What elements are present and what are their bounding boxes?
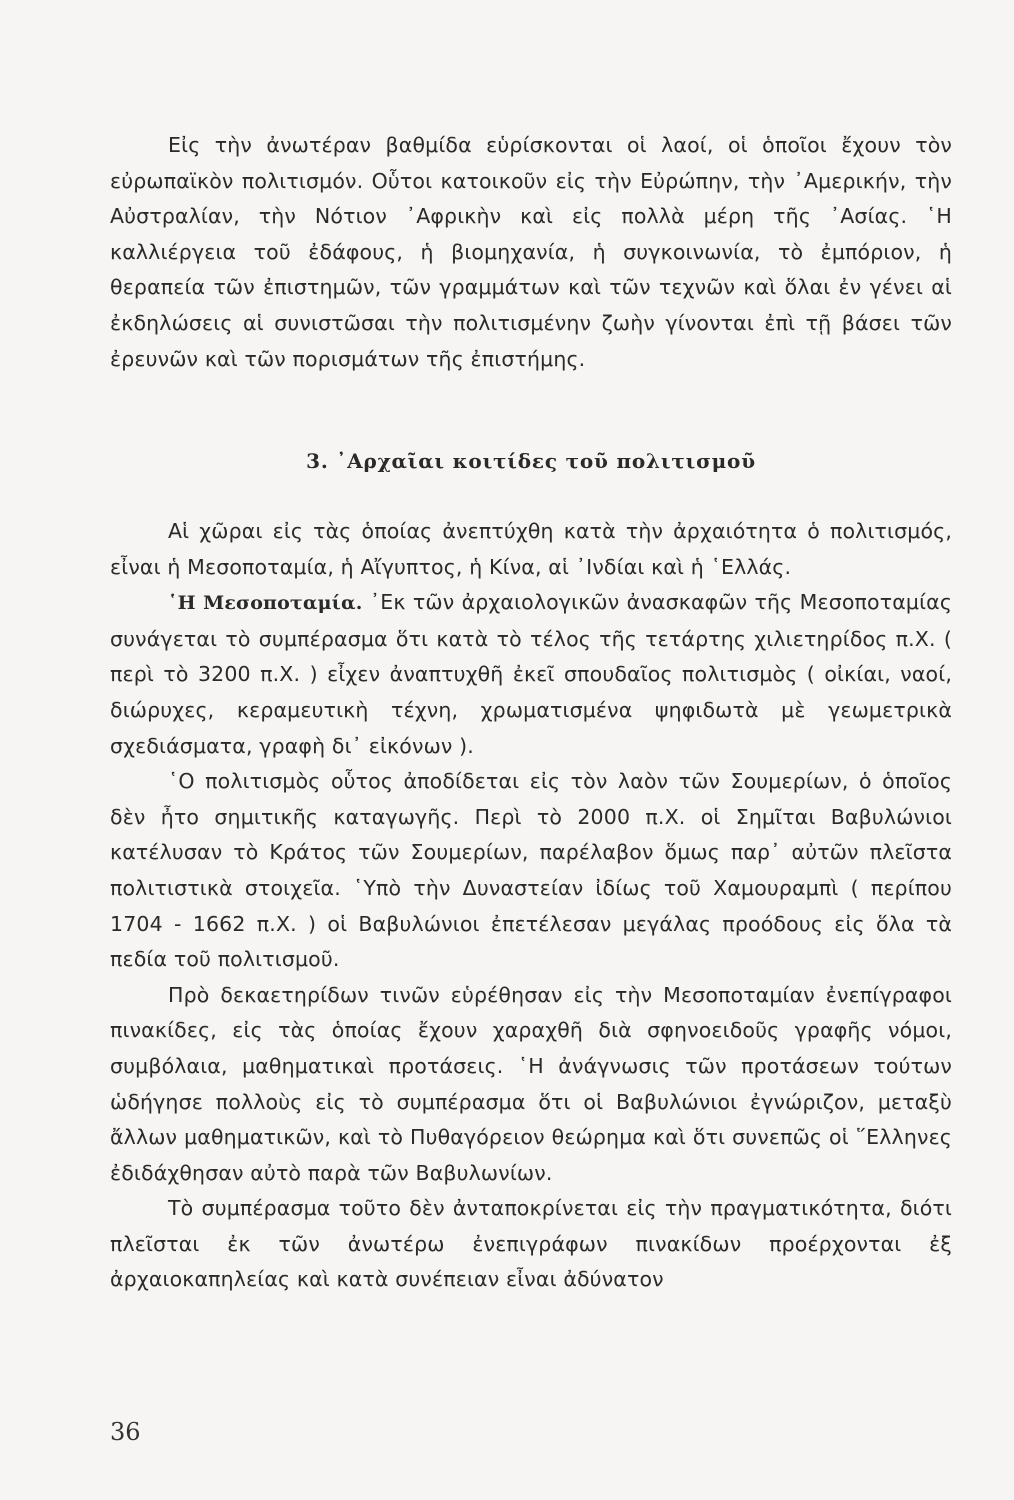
section-3-heading: 3. ᾿Αρχαῖαι κοιτίδες τοῦ πολιτισμοῦ: [306, 449, 756, 473]
paragraph-sumerians: ῾Ο πολιτισμὸς οὗτος ἀποδίδεται εἰς τὸν λαὸν τῶν Σουμερίων, ὁ ὁποῖος δὲν ἦτο σημιτικῆς καταγωγῆς. Περὶ τὸ 2000 π.Χ. οἱ Σημῖται Βαβυλώνιοι κατέλυσαν τὸ Κράτος τῶν Σουμερίων, παρέλαβον ὅμως παρ᾿ αὐτῶν πλεῖστα πολιτιστικὰ στοιχεῖα. ῾Υπὸ τὴν Δυναστείαν ἰδίως τοῦ Χαμουραμπὶ ( περίπου 1704 - 1662 π.Χ. ) οἱ Βαβυλώνιοι ἐπετέλεσαν μεγάλας προόδους εἰς ὅλα τὰ πεδία τοῦ πολιτισμοῦ.: [110, 769, 952, 972]
paragraph-ancient-cradles: Αἱ χῶραι εἰς τὰς ὁποίας ἀνεπτύχθη κατὰ τὴν ἀρχαιότητα ὁ πολιτισμός, εἶναι ἡ Μεσοποταμία, ἡ Αἴγυπτος, ἡ Κίνα, αἱ ᾿Ινδίαι καὶ ἡ ῾Ελλάς.: [110, 519, 952, 579]
paragraph-european-civilization: Εἰς τὴν ἀνωτέραν βαθμίδα εὑρίσκονται οἱ λαοί, οἱ ὁποῖοι ἔχουν τὸν εὐρωπαϊκὸν πολιτισμόν. Οὗτοι κατοικοῦν εἰς τὴν Εὐρώπην, τὴν ᾿Αμερικήν, τὴν Αὐστραλίαν, τὴν Νότιον ᾿Αφρικὴν καὶ εἰς πολλὰ μέρη τῆς ᾿Ασίας. ῾Η καλλιέργεια τοῦ ἐδάφους, ἡ βιομηχανία, ἡ συγκοινωνία, τὸ ἐμπόριον, ἡ θεραπεία τῶν ἐπιστημῶν, τῶν γραμμάτων καὶ τῶν τεχνῶν καὶ ὅλαι ἐν γένει αἱ ἐκδηλώσεις αἱ συνιστῶσαι τὴν πολιτισμένην ζωὴν γίνονται ἐπὶ τῇ βάσει τῶν ἐρευνῶν καὶ τῶν πορισμάτων τῆς ἐπιστήμης.: [110, 133, 952, 371]
section-3-text: [110, 514, 952, 1298]
paragraph-conclusion: Τὸ συμπέρασμα τοῦτο δὲν ἀνταποκρίνεται εἰς τὴν πραγματικότητα, διότι πλεῖσται ἐκ τῶν ἀνωτέρω ἐνεπιγράφων πινακίδων προέρχονται ἐξ ἀρχαιοκαπηλείας καὶ κατὰ συνέπειαν εἶναι ἀδύνατον: [110, 1196, 952, 1292]
paragraph-tablets: Πρὸ δεκαετηρίδων τινῶν εὑρέθησαν εἰς τὴν Μεσοποταμίαν ἐνεπίγραφοι πινακίδες, εἰς τὰς ὁποίας ἔχουν χαραχθῆ διὰ σφηνοειδοῦς γραφῆς νόμοι, συμβόλαια, μαθηματικαὶ προτάσεις. ῾Η ἀνάγνωσις τῶν προτάσεων τούτων ὡδήγησε πολλοὺς εἰς τὸ συμπέρασμα ὅτι οἱ Βαβυλώνιοι ἐγνώριζον, μεταξὺ ἄλλων μαθηματικῶν, καὶ τὸ Πυθαγόρειον θεώρημα καὶ ὅτι συνεπῶς οἱ ῞Ελληνες ἐδιδάχθησαν αὐτὸ παρὰ τῶν Βαβυλωνίων.: [110, 982, 952, 1185]
section-1-text: [110, 128, 952, 377]
page-number: 36: [110, 1418, 141, 1446]
mesopotamia-text: ᾿Εκ τῶν ἀρχαιολογικῶν ἀνασκαφῶν τῆς Μεσοποταμίας συνάγεται τὸ συμπέρασμα ὅτι κατὰ τὸ τέλος τῆς τετάρτης χιλιετηρίδος π.Χ. ( περὶ τὸ 3200 π.Χ. ) εἶχεν ἀναπτυχθῆ ἐκεῖ σπουδαῖος πολιτισμὸς ( οἰκίαι, ναοί, διώρυχες, κεραμευτικὴ τέχνη, χρωματισμένα ψηφιδωτὰ μὲ γεωμετρικὰ σχεδιάσματα, γραφὴ δι᾿ εἰκόνων ).: [110, 590, 952, 758]
mesopotamia-label: ῾Η Μεσοποταμία.: [168, 592, 363, 615]
paragraph-mesopotamia: [110, 585, 952, 764]
